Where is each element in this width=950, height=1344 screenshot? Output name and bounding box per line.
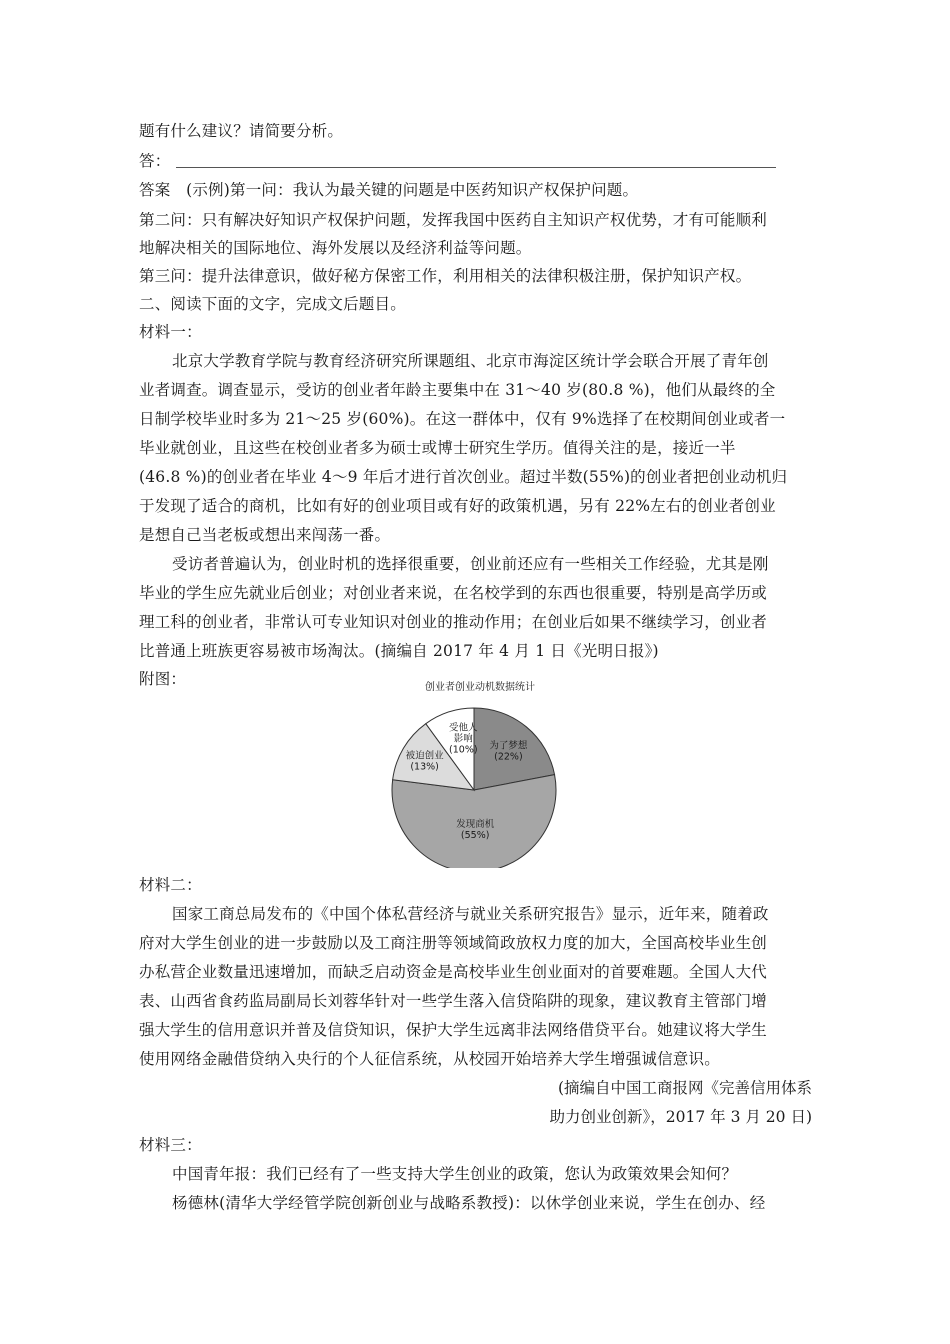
pie-slice-percent-label: (10%) [449,744,478,756]
material-1-paragraph-2: 比普通上班族更容易被市场淘汰。(摘编自 2017 年 4 月 1 日《光明日报》) [139,642,659,660]
material-3-answer: 杨德林(清华大学经管学院创新创业与战略系教授)：以休学创业来说，学生在创办、经 [172,1194,766,1212]
question-text-end: 题有什么建议？请简要分析。 [139,122,344,140]
answer-blank-line [176,167,776,168]
material-2-source: (摘编自中国工商报网《完善信用体系 [557,1079,812,1097]
material-1-paragraph-1: 业者调查。调查显示，受访的创业者年龄主要集中在 31～40 岁(80.8 %)，他们从最终的全 [139,381,776,399]
material-1-paragraph-2: 理工科的创业者，非常认可专业知识对创业的推动作用；在创业后如果不继续学习，创业者 [139,613,768,631]
answer-part-3: 第三问：提升法律意识，做好秘方保密工作，利用相关的法律积极注册，保护知识产权。 [139,267,752,285]
material-2-paragraph: 府对大学生创业的进一步鼓励以及工商注册等领域简政放权力度的加大，全国高校毕业生创 [139,934,768,952]
material-2-paragraph: 使用网络金融借贷纳入央行的个人征信系统，从校园开始培养大学生增强诚信意识。 [139,1050,720,1068]
material-3-question: 中国青年报：我们已经有了一些支持大学生创业的政策，您认为政策效果会知何？ [172,1165,738,1183]
material-1-paragraph-1: (46.8 %)的创业者在毕业 4～9 年后才进行首次创业。超过半数(55%)的创业者把创业动机归 [139,468,788,486]
material-1-paragraph-2: 毕业的学生应先就业后创业；对创业者来说，在名校学到的东西也很重要，特别是高学历或 [139,584,768,602]
chart-title: 创业者创业动机数据统计 [425,682,535,693]
material-1-paragraph-2: 受访者普遍认为，创业时机的选择很重要，创业前还应有一些相关工作经验，尤其是刚 [172,555,769,573]
material-2-paragraph: 表、山西省食药监局副局长刘蓉华针对一些学生落入信贷陷阱的现象，建议教育主管部门增 [139,992,768,1010]
figure-label: 附图： [139,670,187,688]
material-1-label: 材料一： [139,323,202,341]
answer-part-1: 答案 (示例)第一问：我认为最关键的问题是中医药知识产权保护问题。 [139,181,639,199]
pie-slice-percent-label: (22%) [494,751,523,763]
pie-slice-percent-label: (55%) [460,829,490,841]
pie-slice-label: 被迫创业 [405,750,444,762]
pie-slice-label: 为了梦想 [489,740,528,752]
material-2-paragraph: 办私营企业数量迅速增加，而缺乏启动资金是高校毕业生创业面对的首要难题。全国人大代 [139,963,768,981]
material-1-paragraph-1: 北京大学教育学院与教育经济研究所课题组、北京市海淀区统计学会联合开展了青年创 [172,352,769,370]
pie-slice-percent-label: (13%) [410,761,439,773]
material-1-paragraph-1: 于发现了适合的商机，比如有好的创业项目或有好的政策机遇，另有 22%左右的创业者创业 [139,497,776,515]
pie-slice-label: 受他人 [449,722,478,734]
material-2-label: 材料二： [139,876,202,894]
material-1-paragraph-1: 是想自己当老板或想出来闯荡一番。 [139,526,391,544]
material-2-paragraph: 强大学生的信用意识并普及信贷知识，保护大学生远离非法网络借贷平台。她建议将大学生 [139,1021,768,1039]
material-1-paragraph-1: 毕业就创业，且这些在校创业者多为硕士或博士研究生学历。值得关注的是，接近一半 [139,439,736,457]
answer-part-2-cont: 地解决相关的国际地位、海外发展以及经济利益等问题。 [139,239,532,257]
pie-slice-label: 影响 [453,733,473,745]
material-1-paragraph-1: 日制学校毕业时多为 21～25 岁(60%)。在这一群体中，仅有 9%选择了在校期间创业或者一 [139,410,786,428]
pie-slice-label: 发现商机 [456,818,495,830]
material-2-paragraph: 国家工商总局发布的《中国个体私营经济与就业关系研究报告》显示，近年来，随着政 [172,905,769,923]
material-2-source: 助力创业创新》，2017 年 3 月 20 日) [549,1108,812,1126]
section-heading: 二、阅读下面的文字，完成文后题目。 [139,295,406,313]
answer-label: 答： [139,152,171,170]
answer-part-2: 第二问：只有解决好知识产权保护问题，发挥我国中医药自主知识产权优势，才有可能顺利 [139,211,768,229]
pie-chart [370,672,590,868]
material-3-label: 材料三： [139,1136,202,1154]
